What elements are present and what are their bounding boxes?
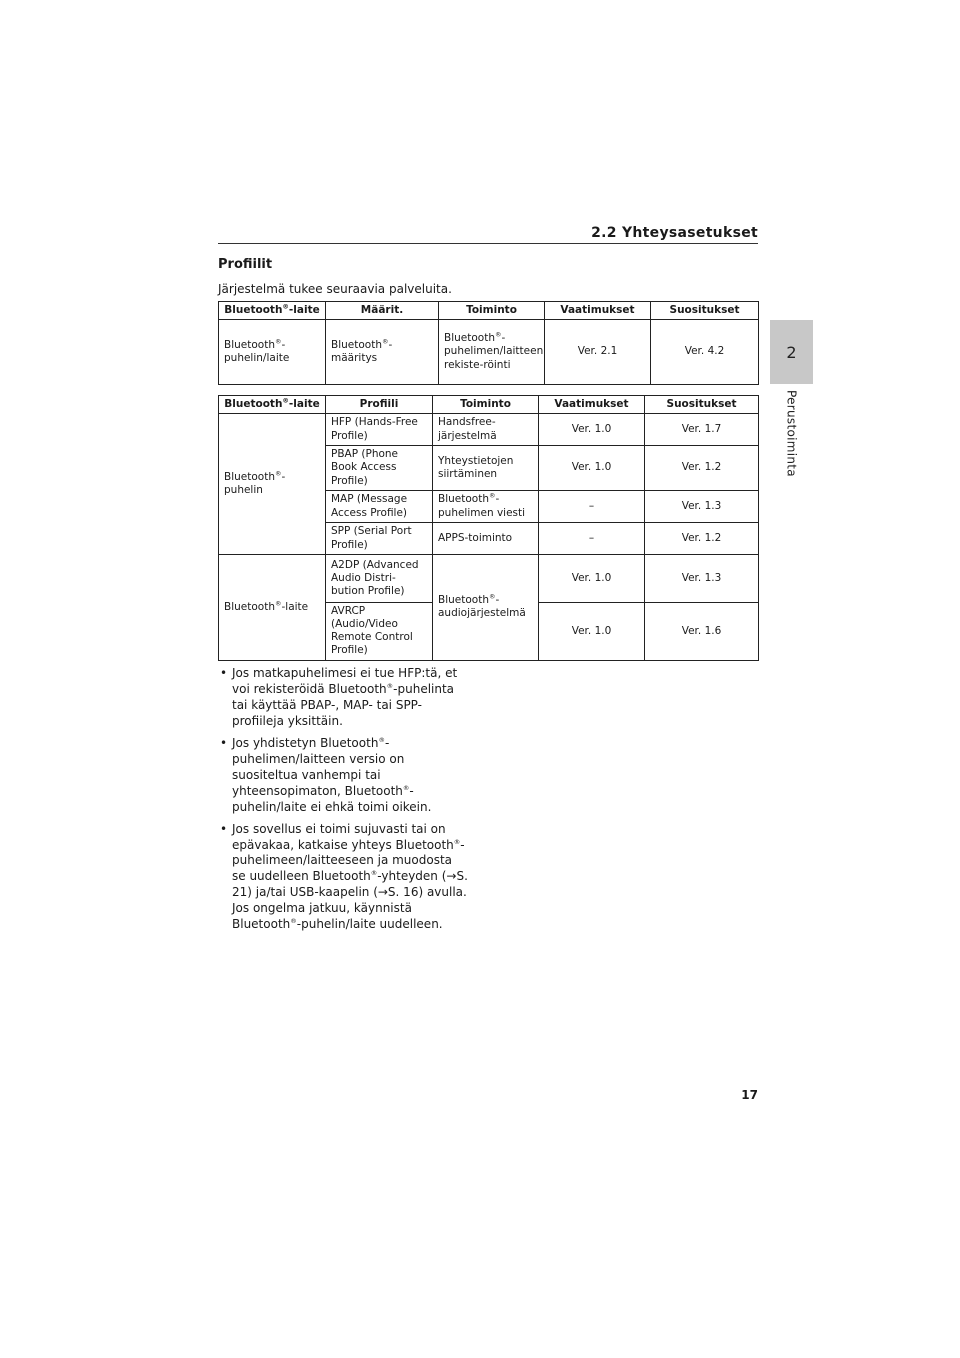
cell-recommended: Ver. 1.7 [645, 414, 759, 446]
header-device-suffix: -laite [288, 397, 320, 410]
cell-text: -puhelin/laite [224, 338, 290, 364]
registered-mark: ® [378, 735, 385, 744]
registered-mark: ® [453, 837, 461, 846]
cell-group-device [219, 555, 326, 661]
cell-recommended: Ver. 1.6 [645, 603, 759, 661]
note-text: -puhelimen/laitteen versio on suositeltua vanhempi tai yhteensopimaton, Bluetooth [232, 735, 405, 798]
registered-mark: ® [282, 302, 289, 311]
header-required: Vaatimukset [545, 302, 651, 320]
cell-text: -puhelimen/laitteen rekiste-röinti [444, 332, 544, 371]
cell-text: -audiojärjestelmä [438, 594, 526, 620]
cell-text: Bluetooth [438, 594, 489, 607]
header-recommended: Suositukset [651, 302, 759, 320]
registered-mark: ® [488, 491, 496, 500]
header-divider [218, 243, 758, 244]
cell-function: Handsfree-järjestelmä [433, 414, 539, 446]
note-text: Jos yhdistetyn Bluetooth [232, 735, 379, 750]
cell-required: – [539, 523, 645, 555]
cell-required: Ver. 1.0 [539, 603, 645, 661]
cell-function [433, 555, 539, 661]
cell-profile: A2DP (Advanced Audio Distri-bution Profile) [326, 555, 433, 603]
registered-mark: ® [370, 869, 378, 878]
note-text: -puhelin/laite uudelleen. [296, 917, 443, 932]
cell-required: Ver. 1.0 [539, 414, 645, 446]
cell-profile: AVRCP (Audio/Video Remote Control Profile) [326, 603, 433, 661]
cell-profile: MAP (Message Access Profile) [326, 491, 433, 523]
profile-table [218, 395, 759, 661]
cell-text: Bluetooth [224, 338, 275, 351]
registered-mark: ® [274, 469, 282, 478]
cell-text: -puhelimen viesti [438, 493, 526, 519]
page-number: 17 [741, 1088, 758, 1102]
intro-text: Järjestelmä tukee seuraavia palveluita. [218, 282, 452, 296]
cell-text: -puhelin [224, 470, 286, 496]
table-row [219, 555, 759, 603]
cell-required: Ver. 2.1 [545, 320, 651, 385]
note-text: Jos sovellus ei toimi sujuvasti tai on epävakaa, katkaise yhteys Bluetooth [232, 821, 454, 852]
spec-table [218, 301, 759, 385]
cell-text: Bluetooth [444, 332, 495, 345]
cell-function: APPS-toiminto [433, 523, 539, 555]
cell-profile: PBAP (Phone Book Access Profile) [326, 446, 433, 491]
registered-mark: ® [381, 337, 389, 346]
table-header-row [219, 396, 759, 414]
cell-device [219, 320, 326, 385]
cell-required: Ver. 1.0 [539, 446, 645, 491]
cell-function [433, 491, 539, 523]
note-text: -puhelin/laite ei ehkä toimi oikein. [232, 783, 432, 814]
cell-text: Bluetooth [224, 470, 275, 483]
cell-function [439, 320, 545, 385]
header-function: Toiminto [433, 396, 539, 414]
registered-mark: ® [386, 681, 394, 690]
header-device-text: Bluetooth [224, 303, 283, 316]
cell-recommended: Ver. 4.2 [651, 320, 759, 385]
cell-profile: HFP (Hands-Free Profile) [326, 414, 433, 446]
header-device-text: Bluetooth [224, 397, 283, 410]
cell-recommended: Ver. 1.2 [645, 523, 759, 555]
chapter-number: 2 [786, 342, 797, 362]
header-device [219, 302, 326, 320]
header-spec: Määrit. [326, 302, 439, 320]
header-function: Toiminto [439, 302, 545, 320]
section-heading: Profiilit [218, 257, 273, 272]
list-item [218, 822, 468, 934]
note-text: Jos matkapuhelimesi ei tue HFP:tä, et voi rekisteröidä Bluetooth [232, 666, 458, 696]
registered-mark: ® [274, 599, 282, 608]
cell-spec [326, 320, 439, 385]
header-device [219, 396, 326, 414]
list-item [218, 666, 468, 730]
cell-function: Yhteystietojen siirtäminen [433, 446, 539, 491]
table-row [219, 320, 759, 385]
cell-text: Bluetooth [224, 600, 275, 613]
cell-recommended: Ver. 1.3 [645, 491, 759, 523]
list-item [218, 736, 468, 816]
note-text: -puhelimeen/laitteeseen ja muodosta se uudelleen Bluetooth [232, 837, 465, 884]
chapter-tab [770, 320, 813, 384]
section-header: 2.2 Yhteysasetukset [591, 225, 758, 241]
header-profile: Profiili [326, 396, 433, 414]
cell-text: -laite [281, 600, 309, 613]
header-required: Vaatimukset [539, 396, 645, 414]
cell-text: -määritys [331, 338, 393, 364]
chapter-label: Perustoiminta [784, 390, 799, 477]
note-text: -puhelinta tai käyttää PBAP-, MAP- tai SPP-profiileja yksittäin. [232, 681, 455, 728]
registered-mark: ® [494, 330, 502, 339]
table-row [219, 414, 759, 446]
note-text: -yhteyden (→S. 21) ja/tai USB-kaapelin (→S. 16) avulla. Jos ongelma jatkuu, käynnistä Bluetooth [232, 869, 468, 932]
registered-mark: ® [282, 396, 289, 405]
cell-text: Bluetooth [438, 493, 489, 506]
header-recommended: Suositukset [645, 396, 759, 414]
registered-mark: ® [402, 783, 410, 792]
cell-group-phone [219, 414, 326, 555]
registered-mark: ® [290, 917, 297, 926]
cell-required: – [539, 491, 645, 523]
cell-recommended: Ver. 1.2 [645, 446, 759, 491]
cell-recommended: Ver. 1.3 [645, 555, 759, 603]
chapter-label-wrap [770, 390, 813, 490]
registered-mark: ® [274, 337, 282, 346]
notes-list [218, 666, 468, 939]
cell-profile: SPP (Serial Port Profile) [326, 523, 433, 555]
registered-mark: ® [488, 592, 496, 601]
header-device-suffix: -laite [288, 303, 320, 316]
cell-text: Bluetooth [331, 338, 382, 351]
cell-required: Ver. 1.0 [539, 555, 645, 603]
table-header-row [219, 302, 759, 320]
